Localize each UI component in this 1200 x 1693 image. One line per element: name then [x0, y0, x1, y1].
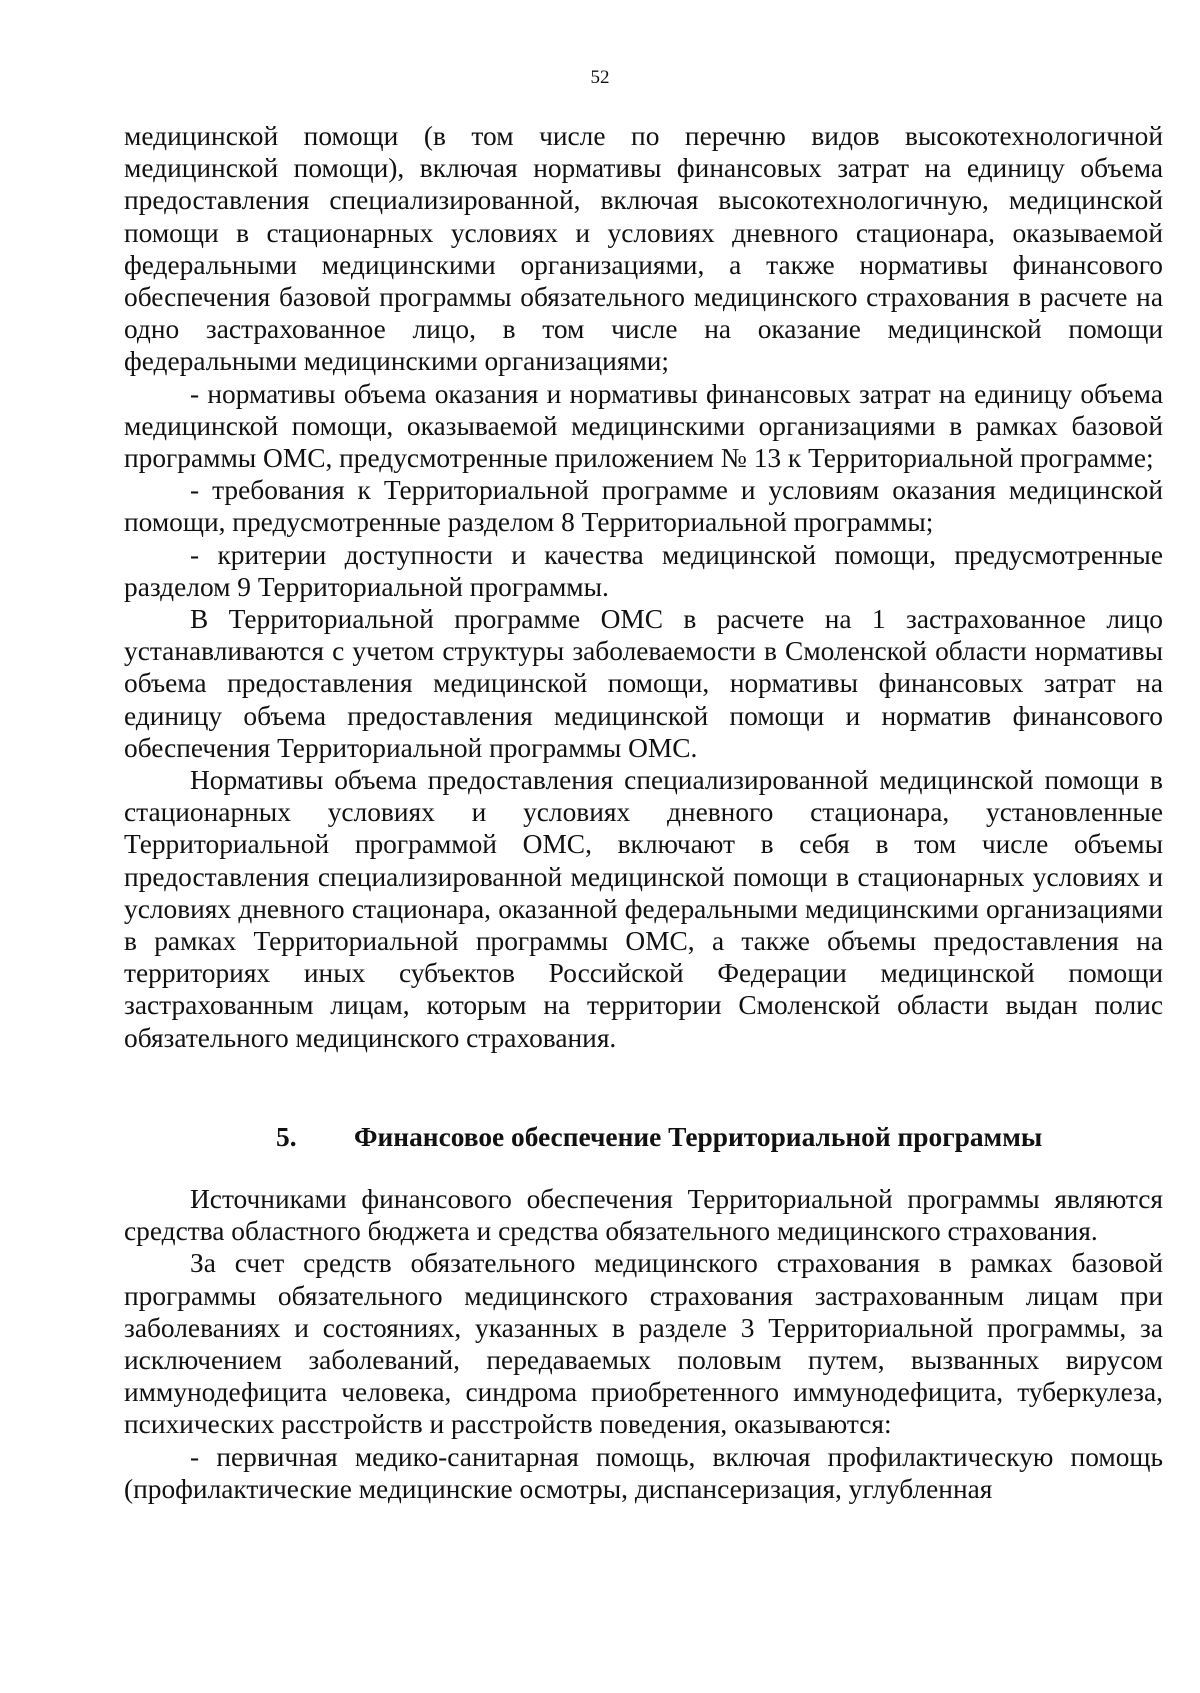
page-number: 52: [590, 67, 610, 88]
paragraph: За счет средств обязательного медицинского страхования в рамках базовой программы обязательного медицинского страхования застрахованным лицам при заболеваниях и состояниях, указанных в разделе 3 Территориальной программы, за исключением заболеваний, передаваемых половым путем, вызванных вирусом иммунодефицита человека, синдрома приобретенного иммунодефицита, туберкулеза, психических расстройств и расстройств поведения, оказываются:: [124, 1248, 1163, 1440]
paragraph: Нормативы объема предоставления специализированной медицинской помощи в стационарных условиях и условиях дневного стационара, установленные Территориальной программой ОМС, включают в себя в том числе объемы предоставления специализированной медицинской помощи в стационарных условиях и условиях дневного стационара, оказанной федеральными медицинскими организациями в рамках Территориальной программы ОМС, а также объемы предоставления на территориях иных субъектов Российской Федерации медицинской помощи застрахованным лицам, которым на территории Смоленской области выдан полис обязательного медицинского страхования.: [124, 765, 1163, 1053]
list-item: - нормативы объема оказания и нормативы финансовых затрат на единицу объема медицинской помощи, оказываемой медицинскими организациями в рамках базовой программы ОМС, предусмотренные приложением № 13 к Территориальной программе;: [124, 378, 1163, 474]
paragraph: медицинской помощи (в том числе по перечню видов высокотехнологичной медицинской помощи), включая нормативы финансовых затрат на единицу объема предоставления специализированной, включая высокотехнологичную, медицинской помощи в стационарных условиях и условиях дневного стационара, оказываемой федеральными медицинскими организациями, а также нормативы финансового обеспечения базовой программы обязательного медицинского страхования в расчете на одно застрахованное лицо, в том числе на оказание медицинской помощи федеральными медицинскими организациями;: [124, 121, 1163, 377]
section-heading: [124, 1120, 1163, 1160]
section-title: Финансовое обеспечение Территориальной программы: [354, 1121, 1043, 1152]
section-number: 5.: [276, 1121, 297, 1152]
list-item: - первичная медико-санитарная помощь, включая профилактическую помощь (профилактические медицинские осмотры, диспансеризация, углубленная: [124, 1441, 1163, 1504]
list-item: - критерии доступности и качества медицинской помощи, предусмотренные разделом 9 Территориальной программы.: [124, 539, 1163, 602]
paragraph: Источниками финансового обеспечения Территориальной программы являются средства областного бюджета и средства обязательного медицинского страхования.: [124, 1183, 1163, 1247]
list-item: - требования к Территориальной программе и условиям оказания медицинской помощи, предусмотренные разделом 8 Территориальной программы;: [124, 475, 1163, 538]
document-body: [124, 120, 1163, 1505]
paragraph: В Территориальной программе ОМС в расчете на 1 застрахованное лицо устанавливаются с учетом структуры заболеваемости в Смоленской области нормативы объема предоставления медицинской помощи, нормативы финансовых затрат на единицу объема предоставления медицинской помощи и норматив финансового обеспечения Территориальной программы ОМС.: [124, 604, 1163, 763]
